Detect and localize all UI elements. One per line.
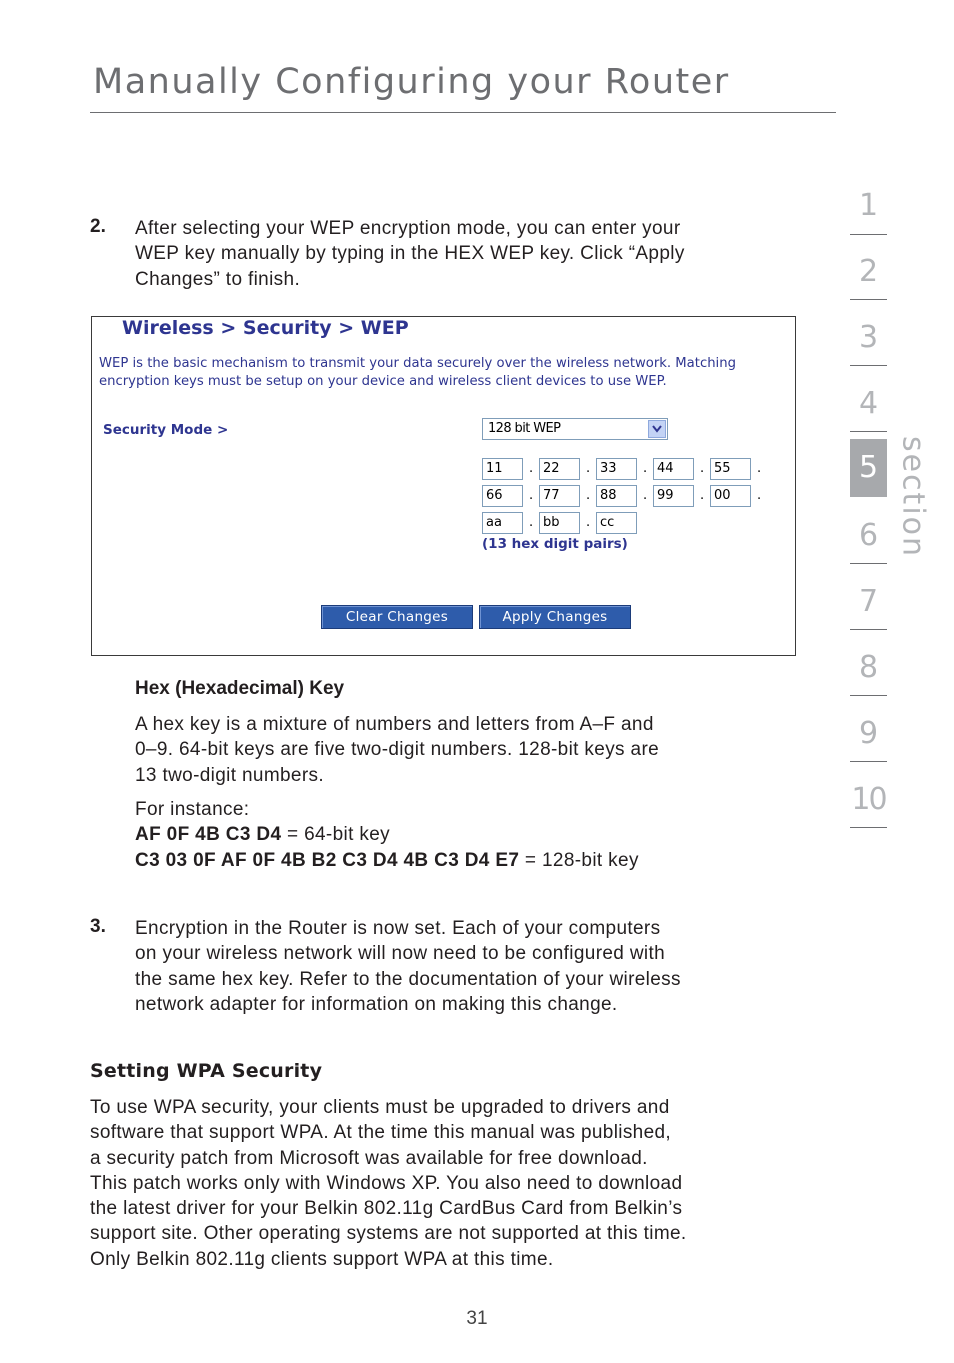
example-64-bit-desc: = 64-bit key bbox=[281, 824, 390, 846]
example-128-bit bbox=[135, 848, 795, 873]
wpa-line: This patch works only with Windows XP. You also need to download bbox=[90, 1172, 683, 1194]
nav-divider bbox=[850, 431, 887, 432]
hex-pairs-hint: (13 hex digit pairs) bbox=[482, 536, 628, 552]
section-nav-5-active[interactable]: 5 bbox=[850, 439, 887, 497]
nav-divider bbox=[850, 629, 887, 630]
section-nav-4[interactable]: 4 bbox=[858, 386, 879, 421]
step-2-line: Changes” to finish. bbox=[135, 268, 301, 290]
example-128-bit-desc: = 128-bit key bbox=[519, 849, 639, 871]
section-nav-10[interactable]: 10 bbox=[851, 782, 886, 817]
nav-divider bbox=[850, 827, 887, 828]
step-2-line: After selecting your WEP encryption mode, you can enter your bbox=[135, 218, 681, 239]
section-label bbox=[893, 437, 933, 557]
example-64-bit bbox=[135, 822, 795, 847]
hex-key-examples bbox=[135, 797, 795, 873]
hex-key-field[interactable]: 55 bbox=[710, 458, 751, 480]
hex-separator: . bbox=[529, 488, 534, 503]
security-mode-label: Security Mode > bbox=[103, 422, 229, 438]
hex-separator: . bbox=[700, 488, 705, 503]
hex-key-field[interactable]: 22 bbox=[539, 458, 580, 480]
nav-divider bbox=[850, 761, 887, 762]
hex-key-field[interactable]: 77 bbox=[539, 485, 580, 507]
hex-key-field[interactable]: 44 bbox=[653, 458, 694, 480]
wpa-heading: Setting WPA Security bbox=[90, 1060, 323, 1082]
example-128-bit-key: C3 03 0F AF 0F 4B B2 C3 D4 4B C3 D4 E7 bbox=[135, 849, 520, 871]
step-2-number: 2. bbox=[90, 216, 106, 237]
wpa-line: the latest driver for your Belkin 802.11g CardBus Card from Belkin’s bbox=[90, 1198, 683, 1220]
wpa-line: support site. Other operating systems are not supported at this time. bbox=[90, 1223, 687, 1245]
wpa-text bbox=[90, 1095, 810, 1272]
hex-separator: . bbox=[529, 461, 534, 476]
section-nav-1[interactable]: 1 bbox=[858, 188, 879, 223]
step-2-line: WEP key manually by typing in the HEX WEP key. Click “Apply bbox=[135, 243, 685, 265]
hex-key-field[interactable]: aa bbox=[482, 512, 523, 534]
breadcrumb: Wireless > Security > WEP bbox=[122, 317, 409, 339]
nav-divider bbox=[850, 695, 887, 696]
hex-key-line: A hex key is a mixture of numbers and letters from A–F and bbox=[135, 714, 654, 735]
hex-key-field[interactable]: bb bbox=[539, 512, 580, 534]
hex-separator: . bbox=[586, 488, 591, 503]
hex-key-line: 0–9. 64-bit keys are five two-digit numbers. 128-bit keys are bbox=[135, 739, 660, 761]
hex-separator: . bbox=[700, 461, 705, 476]
hex-separator: . bbox=[586, 515, 591, 530]
section-nav-8[interactable]: 8 bbox=[858, 650, 879, 685]
section-nav-3[interactable]: 3 bbox=[858, 320, 879, 355]
page-title: Manually Configuring your Router bbox=[93, 62, 730, 102]
step-3-line: on your wireless network will now need to be configured with bbox=[135, 943, 666, 965]
wpa-line: a security patch from Microsoft was available for free download. bbox=[90, 1147, 648, 1169]
nav-divider bbox=[850, 365, 887, 366]
hex-separator: . bbox=[643, 461, 648, 476]
hex-separator: . bbox=[529, 515, 534, 530]
step-3-number: 3. bbox=[90, 916, 106, 937]
section-nav-2[interactable]: 2 bbox=[858, 254, 879, 289]
wep-description-line: WEP is the basic mechanism to transmit your data securely over the wireless network. Matching bbox=[99, 356, 736, 371]
section-nav-6[interactable]: 6 bbox=[858, 518, 879, 553]
security-mode-value: 128 bit WEP bbox=[488, 421, 561, 436]
hex-key-field[interactable]: 99 bbox=[653, 485, 694, 507]
nav-divider bbox=[850, 234, 887, 235]
hex-separator: . bbox=[643, 488, 648, 503]
title-divider bbox=[90, 112, 836, 113]
hex-separator: . bbox=[757, 461, 762, 476]
wpa-line: Only Belkin 802.11g clients support WPA at this time. bbox=[90, 1248, 554, 1270]
wpa-line: To use WPA security, your clients must be upgraded to drivers and bbox=[90, 1097, 670, 1118]
for-instance-label: For instance: bbox=[135, 799, 250, 820]
hex-key-text bbox=[135, 712, 795, 788]
wep-description bbox=[99, 355, 794, 391]
apply-changes-button[interactable]: Apply Changes bbox=[479, 605, 631, 629]
chevron-down-icon[interactable] bbox=[648, 420, 666, 438]
step-2-text bbox=[135, 216, 795, 292]
section-nav-7[interactable]: 7 bbox=[858, 584, 879, 619]
page-number: 31 bbox=[466, 1308, 488, 1329]
hex-key-field[interactable]: cc bbox=[596, 512, 637, 534]
router-wep-screenshot bbox=[91, 316, 796, 656]
hex-key-heading: Hex (Hexadecimal) Key bbox=[135, 678, 345, 699]
hex-separator: . bbox=[757, 488, 762, 503]
step-3-text bbox=[135, 916, 795, 1017]
hex-key-field[interactable]: 88 bbox=[596, 485, 637, 507]
step-3-line: network adapter for information on making this change. bbox=[135, 993, 618, 1015]
step-3-line: the same hex key. Refer to the documentation of your wireless bbox=[135, 968, 681, 990]
wep-description-line: encryption keys must be setup on your device and wireless client devices to use WEP. bbox=[99, 374, 667, 389]
section-nav-9[interactable]: 9 bbox=[858, 716, 879, 751]
hex-key-field[interactable]: 66 bbox=[482, 485, 523, 507]
step-3-line: Encryption in the Router is now set. Each of your computers bbox=[135, 918, 661, 939]
security-mode-select[interactable] bbox=[482, 418, 668, 440]
section-label-text: section bbox=[895, 435, 931, 559]
clear-changes-button[interactable]: Clear Changes bbox=[321, 605, 473, 629]
hex-key-field[interactable]: 11 bbox=[482, 458, 523, 480]
hex-key-field[interactable]: 33 bbox=[596, 458, 637, 480]
wpa-line: software that support WPA. At the time this manual was published, bbox=[90, 1122, 672, 1144]
nav-divider bbox=[850, 563, 887, 564]
hex-key-line: 13 two-digit numbers. bbox=[135, 764, 324, 786]
hex-key-field[interactable]: 00 bbox=[710, 485, 751, 507]
hex-separator: . bbox=[586, 461, 591, 476]
nav-divider bbox=[850, 299, 887, 300]
example-64-bit-key: AF 0F 4B C3 D4 bbox=[135, 824, 282, 846]
